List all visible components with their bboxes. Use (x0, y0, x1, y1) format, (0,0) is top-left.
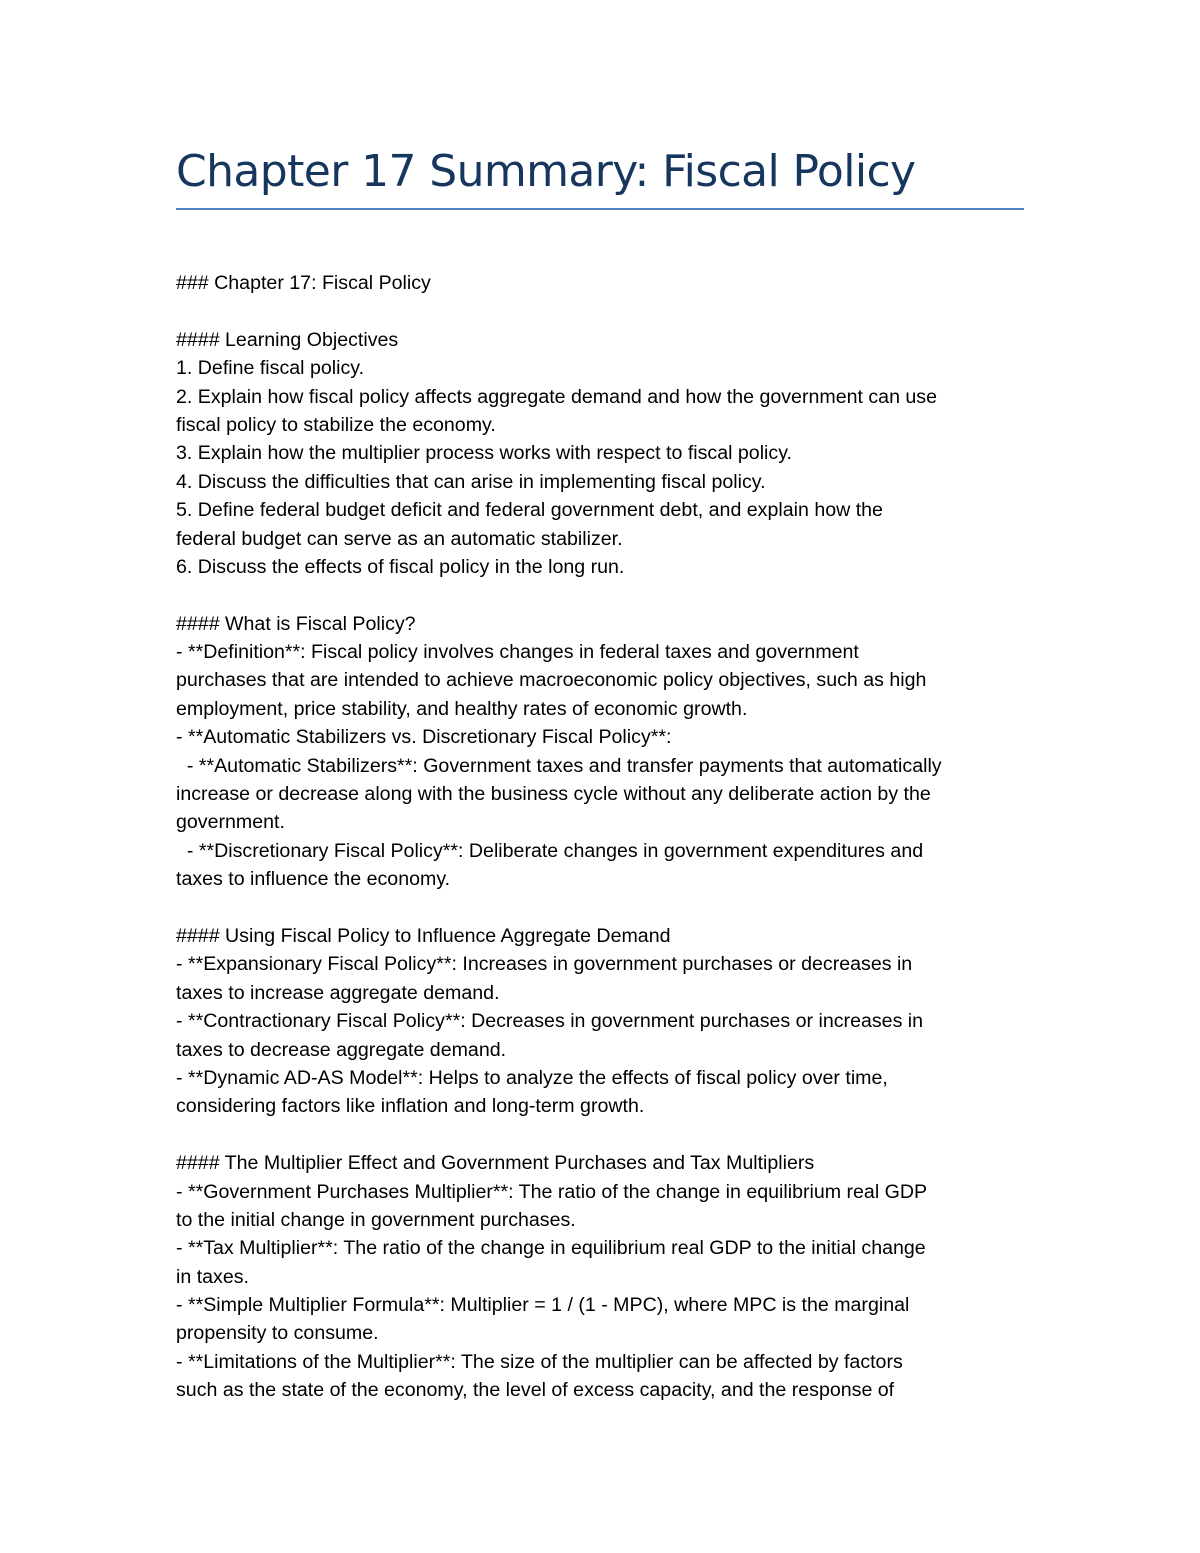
body-line: fiscal policy to stabilize the economy. (176, 413, 496, 436)
title-underline-rule (176, 208, 1024, 210)
body-line: 3. Explain how the multiplier process works with respect to fiscal policy. (176, 442, 792, 465)
blank-line (176, 1121, 1026, 1149)
body-line: 4. Discuss the difficulties that can arise in implementing fiscal policy. (176, 470, 766, 493)
body-line: employment, price stability, and healthy rates of economic growth. (176, 697, 748, 720)
body-line: taxes to increase aggregate demand. (176, 981, 500, 1004)
body-line: taxes to influence the economy. (176, 868, 451, 891)
body-line: purchases that are intended to achieve macroeconomic policy objectives, such as high (176, 669, 927, 692)
body-line: government. (176, 811, 285, 834)
document-body (176, 269, 1026, 1405)
body-line: - **Automatic Stabilizers**: Government taxes and transfer payments that automatically (176, 754, 942, 777)
body-line: propensity to consume. (176, 1322, 379, 1345)
body-line: - **Automatic Stabilizers vs. Discretionary Fiscal Policy**: (176, 726, 672, 749)
body-line: 6. Discuss the effects of fiscal policy in the long run. (176, 555, 625, 578)
body-line: - **Tax Multiplier**: The ratio of the change in equilibrium real GDP to the initial change (176, 1237, 926, 1260)
body-line: #### Using Fiscal Policy to Influence Aggregate Demand (176, 924, 671, 947)
body-line: taxes to decrease aggregate demand. (176, 1038, 507, 1061)
body-line: ### Chapter 17: Fiscal Policy (176, 272, 431, 294)
body-line: - **Simple Multiplier Formula**: Multiplier = 1 / (1 - MPC), where MPC is the marginal (176, 1294, 910, 1317)
body-line: #### Learning Objectives (176, 328, 399, 351)
body-line: considering factors like inflation and long-term growth. (176, 1095, 645, 1118)
body-line: - **Contractionary Fiscal Policy**: Decreases in government purchases or increases in (176, 1010, 924, 1033)
body-line: - **Limitations of the Multiplier**: The size of the multiplier can be affected by factors (176, 1350, 903, 1373)
blank-line (176, 581, 1026, 609)
body-line: federal budget can serve as an automatic stabilizer. (176, 527, 623, 550)
body-line: #### The Multiplier Effect and Government Purchases and Tax Multipliers (176, 1152, 815, 1175)
body-line: to the initial change in government purchases. (176, 1208, 576, 1231)
blank-line (176, 894, 1026, 922)
body-line: increase or decrease along with the business cycle without any deliberate action by the (176, 783, 931, 806)
body-line: - **Definition**: Fiscal policy involves changes in federal taxes and government (176, 641, 859, 664)
body-line: such as the state of the economy, the level of excess capacity, and the response of (176, 1379, 895, 1402)
body-line: - **Government Purchases Multiplier**: The ratio of the change in equilibrium real GDP (176, 1180, 928, 1203)
body-line: - **Discretionary Fiscal Policy**: Deliberate changes in government expenditures and (176, 839, 924, 862)
body-line: #### What is Fiscal Policy? (176, 612, 416, 635)
body-line: 2. Explain how fiscal policy affects aggregate demand and how the government can use (176, 385, 937, 408)
body-line: - **Expansionary Fiscal Policy**: Increases in government purchases or decreases in (176, 953, 913, 976)
body-line: 1. Define fiscal policy. (176, 357, 365, 380)
document-title: Chapter 17 Summary: Fiscal Policy (176, 146, 916, 197)
blank-line (176, 297, 1026, 325)
body-line: in taxes. (176, 1265, 249, 1288)
body-line: 5. Define federal budget deficit and federal government debt, and explain how the (176, 499, 883, 522)
body-line: - **Dynamic AD-AS Model**: Helps to analyze the effects of fiscal policy over time, (176, 1066, 888, 1089)
